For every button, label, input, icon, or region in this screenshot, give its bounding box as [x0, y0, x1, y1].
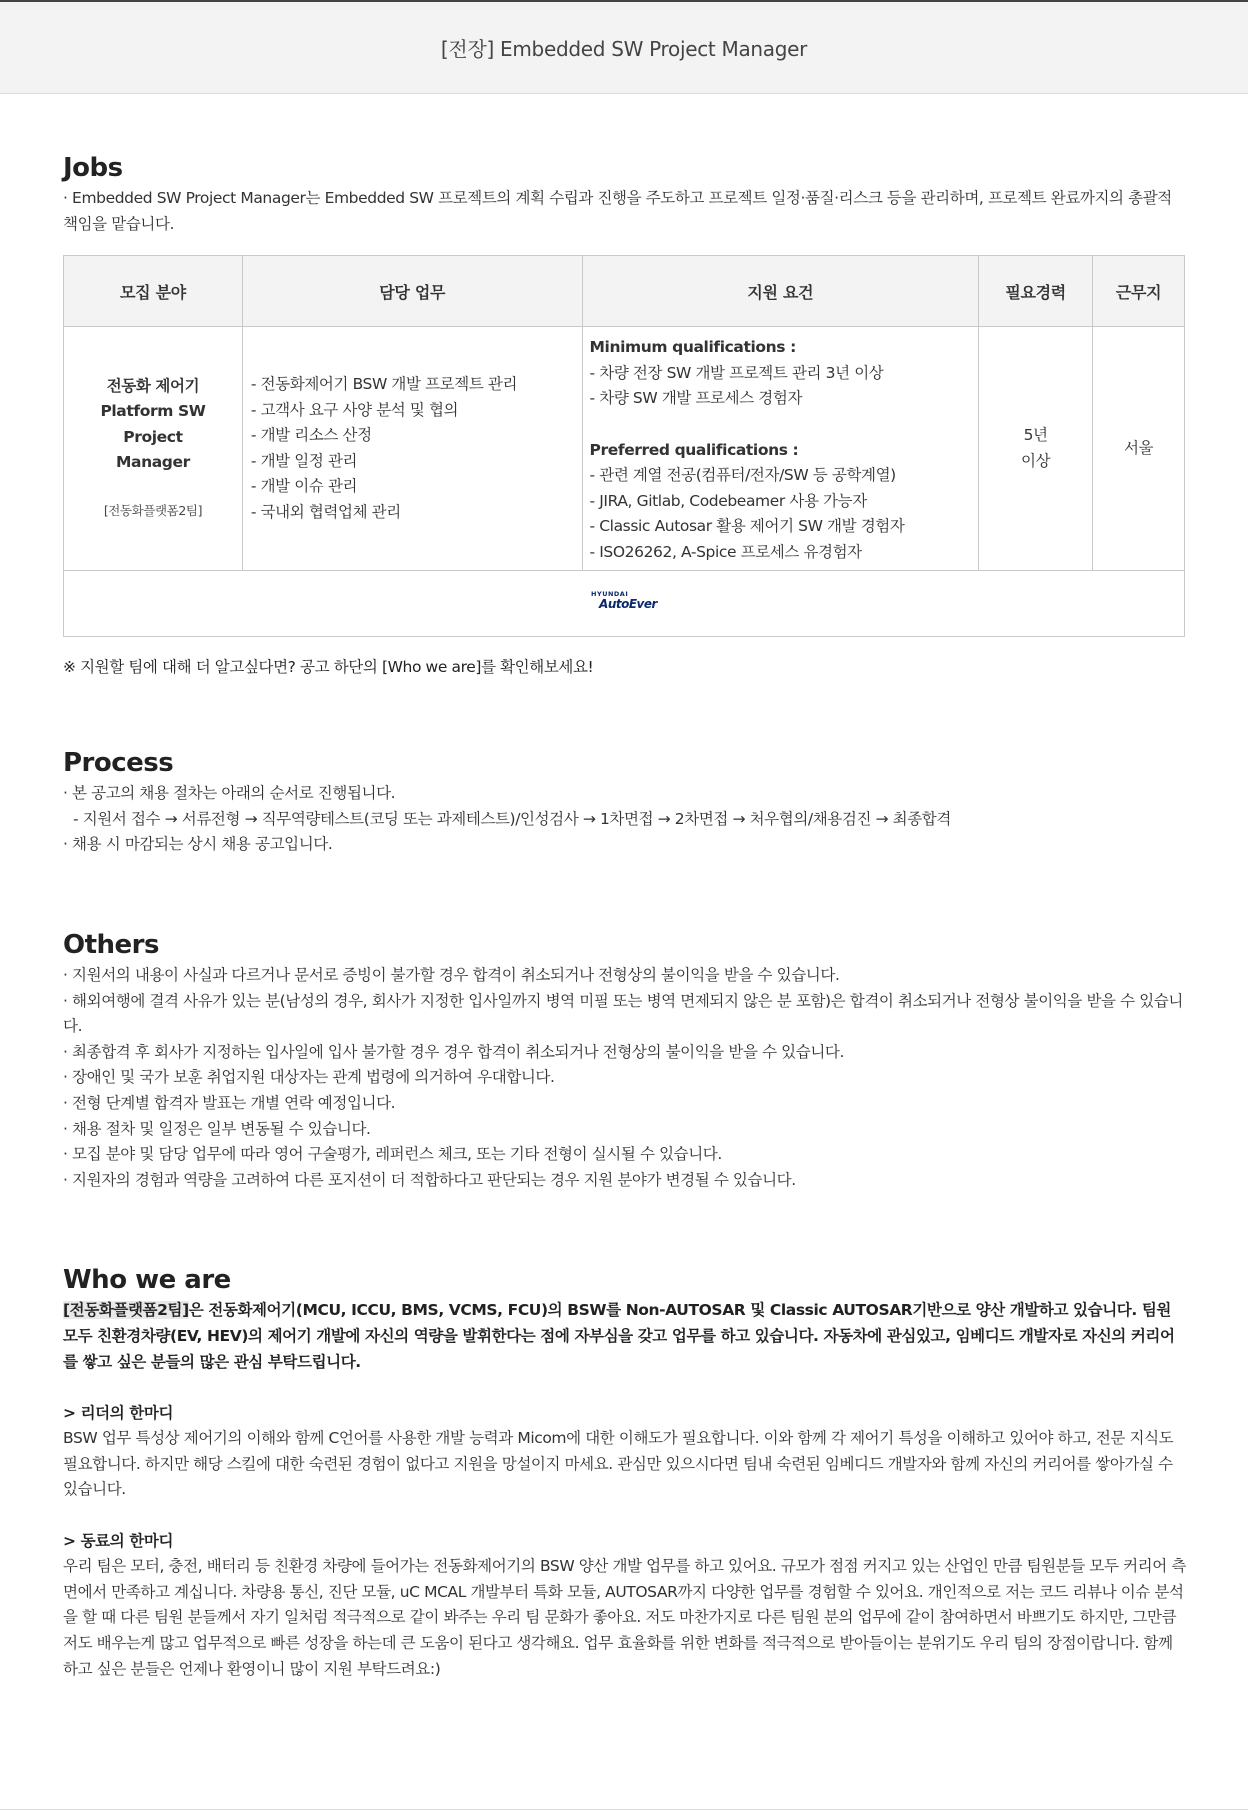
- page-header: [0, 2, 1248, 94]
- process-heading: Process: [63, 748, 174, 779]
- page-title: [전장] Embedded SW Project Manager: [440, 37, 808, 61]
- cell-experience: [979, 327, 1093, 571]
- cell-field: [64, 327, 243, 571]
- header-requirements: 지원 요건: [582, 256, 979, 327]
- who-intro-text: 은 전동화제어기(MCU, ICCU, BMS, VCMS, FCU)의 BSW를 Non-AUTOSAR 및 Classic AUTOSAR기반으로 양산 개발하고 있습니다. 팀원 모두 친환경차량(EV, HEV)의 제어기 개발에 자신의 역량을 발휘한다는 점에 자부심을 갖고 업무를 하고 있습니다. 자동차에 관심있고, 임베디드 개발자로 자신의 커리어를 쌓고 싶은 분들의 많은 관심 부탁드립니다.: [63, 1301, 1175, 1371]
- leader-text: BSW 업무 특성상 제어기의 이해와 함께 C언어를 사용한 개발 능력과 Micom에 대한 이해도가 필요합니다. 이와 함께 각 제어기 특성을 이해하고 있어야 하고, 전문 지식도 필요합니다. 하지만 해당 스킬에 대한 숙련된 경험이 없다고 지원을 망설이지 마세요. 관심만 있으시다면 팀내 숙련된 임베디드 개발자와 함께 자신의 커리어를 쌓아가실 수 있습니다.: [63, 1429, 1174, 1499]
- team-label: [전동화플랫폼2팀]: [103, 503, 203, 519]
- cell-requirements: [582, 327, 979, 571]
- header-experience: 필요경력: [979, 256, 1093, 327]
- who-we-are-section: [63, 1262, 1186, 1682]
- others-item: · 지원서의 내용이 사실과 다르거나 문서로 증빙이 불가할 경우 합격이 취소되거나 전형상의 불이익을 받을 수 있습니다.: [63, 965, 840, 984]
- team-tag: [전동화플랫폼2팀]: [63, 1301, 189, 1320]
- logo-cell: [64, 571, 1185, 637]
- others-item: · 해외여행에 결격 사유가 있는 분(남성의 경우, 회사가 지정한 입사일까지 병역 미필 또는 병역 면제되지 않은 분 포함)은 합격이 취소되거나 전형상 불이익을 받을 수 있습니다.: [63, 991, 1183, 1036]
- duty-item: - 개발 이슈 관리: [250, 477, 358, 496]
- logo-row: [64, 571, 1185, 637]
- others-item: · 전형 단계별 합격자 발표는 개별 연락 예정입니다.: [63, 1093, 396, 1112]
- duty-item: - 고객사 요구 사양 분석 및 협의: [250, 400, 459, 419]
- others-item: · 지원자의 경험과 역량을 고려하여 다른 포지션이 더 적합하다고 판단되는 경우 지원 분야가 변경될 수 있습니다.: [63, 1170, 796, 1189]
- min-qual-item: - 차량 전장 SW 개발 프로젝트 관리 3년 이상: [589, 363, 884, 382]
- pref-qual-title: Preferred qualifications :: [589, 440, 799, 459]
- header-duty: 담당 업무: [242, 256, 582, 327]
- process-line: · 채용 시 마감되는 상시 채용 공고입니다.: [63, 835, 333, 854]
- process-section: [63, 745, 1186, 858]
- jobs-intro: · Embedded SW Project Manager는 Embedded SW 프로젝트의 계획 수립과 진행을 주도하고 프로젝트 일정·품질·리스크 등을 관리하며, 프로젝트 완료까지의 총괄적 책임을 맡습니다.: [63, 189, 1172, 233]
- field-line: Manager: [116, 453, 190, 472]
- pref-qual-item: - 관련 계열 전공(컴퓨터/전자/SW 등 공학계열): [589, 466, 896, 485]
- header-location: 근무지: [1093, 256, 1185, 327]
- experience-line: 5년: [1023, 426, 1048, 445]
- bottom-border: [0, 1809, 1248, 1810]
- process-steps: - 지원서 접수 → 서류전형 → 직무역량테스트(코딩 또는 과제테스트)/인성검사 → 1차면접 → 2차면접 → 처우협의/채용검진 → 최종합격: [73, 809, 951, 828]
- others-item: · 최종합격 후 회사가 지정하는 입사일에 입사 불가할 경우 경우 합격이 취소되거나 전형상의 불이익을 받을 수 있습니다.: [63, 1042, 844, 1061]
- experience-line: 이상: [1021, 451, 1051, 470]
- min-qual-title: Minimum qualifications :: [589, 338, 796, 357]
- hyundai-autoever-logo: [591, 591, 657, 610]
- cell-location: 서울: [1093, 327, 1185, 571]
- duty-item: - 개발 일정 관리: [250, 451, 358, 470]
- logo-bottom-text: AutoEver: [599, 596, 657, 611]
- field-line: Project: [123, 427, 183, 446]
- field-line: 전동화 제어기: [106, 376, 200, 395]
- pref-qual-item: - JIRA, Gitlab, Codebeamer 사용 가능자: [589, 491, 867, 510]
- others-item: · 채용 절차 및 일정은 일부 변동될 수 있습니다.: [63, 1119, 371, 1138]
- pref-qual-item: - Classic Autosar 활용 제어기 SW 개발 경험자: [589, 517, 905, 536]
- peer-text: 우리 팀은 모터, 충전, 배터리 등 친환경 차량에 들어가는 전동화제어기의 BSW 양산 개발 업무를 하고 있어요. 규모가 점점 커지고 있는 산업인 만큼 팀원분들 모두 커리어 측면에서 만족하고 계십니다. 차량용 통신, 진단 모듈, uC MCAL 개발부터 특화 모듈, AUTOSAR까지 다양한 업무를 경험할 수 있어요. 개인적으로 저는 코드 리뷰나 이슈 분석을 할 때 다른 팀원 분들께서 자기 일처럼 적극적으로 같이 봐주는 우리 팀 문화가 좋아요. 저도 마찬가지로 다른 팀원 분의 업무에 같이 참여하면서 바쁘기도 하지만, 그만큼 저도 배우는게 많고 업무적으로 빠른 성장을 하는데 큰 도움이 된다고 생각해요. 업무 효율화를 위한 변화를 적극적으로 받아들이는 분위기도 우리 팀의 장점이랍니다. 함께 하고 싶은 분들은 언제나 환영이니 많이 지원 부탁드려요:): [63, 1557, 1186, 1678]
- who-we-are-note: ※ 지원할 팀에 대해 더 알고싶다면? 공고 하단의 [Who we are]를 확인해보세요!: [63, 658, 594, 677]
- jobs-section: [63, 150, 1186, 679]
- jobs-heading: Jobs: [63, 153, 123, 183]
- duty-item: - 개발 리소스 산정: [250, 426, 372, 445]
- min-qual-item: - 차량 SW 개발 프로세스 경험자: [589, 389, 803, 408]
- field-line: Platform SW: [100, 402, 206, 421]
- peer-title: > 동료의 한마디: [63, 1531, 174, 1550]
- header-field: 모집 분야: [64, 256, 243, 327]
- others-section: [63, 927, 1186, 1193]
- duty-item: - 전동화제어기 BSW 개발 프로젝트 관리: [250, 374, 518, 393]
- others-item: · 모집 분야 및 담당 업무에 따라 영어 구술평가, 레퍼런스 체크, 또는 기타 전형이 실시될 수 있습니다.: [63, 1145, 722, 1164]
- logo-top-text: HYUNDAI: [591, 590, 629, 599]
- table-header-row: [64, 256, 1185, 327]
- jobs-table: [63, 255, 1185, 637]
- who-intro: [63, 1298, 1186, 1375]
- table-row: [64, 327, 1185, 571]
- who-heading: Who we are: [63, 1265, 231, 1296]
- others-heading: Others: [63, 929, 159, 960]
- main-content: [63, 150, 1186, 1682]
- process-line: · 본 공고의 채용 절차는 아래의 순서로 진행됩니다.: [63, 784, 396, 803]
- leader-title: > 리더의 한마디: [63, 1403, 174, 1422]
- duty-item: - 국내외 협력업체 관리: [250, 502, 401, 521]
- pref-qual-item: - ISO26262, A-Spice 프로세스 유경험자: [589, 542, 862, 561]
- others-item: · 장애인 및 국가 보훈 취업지원 대상자는 관계 법령에 의거하여 우대합니다.: [63, 1068, 555, 1087]
- cell-duties: [242, 327, 582, 571]
